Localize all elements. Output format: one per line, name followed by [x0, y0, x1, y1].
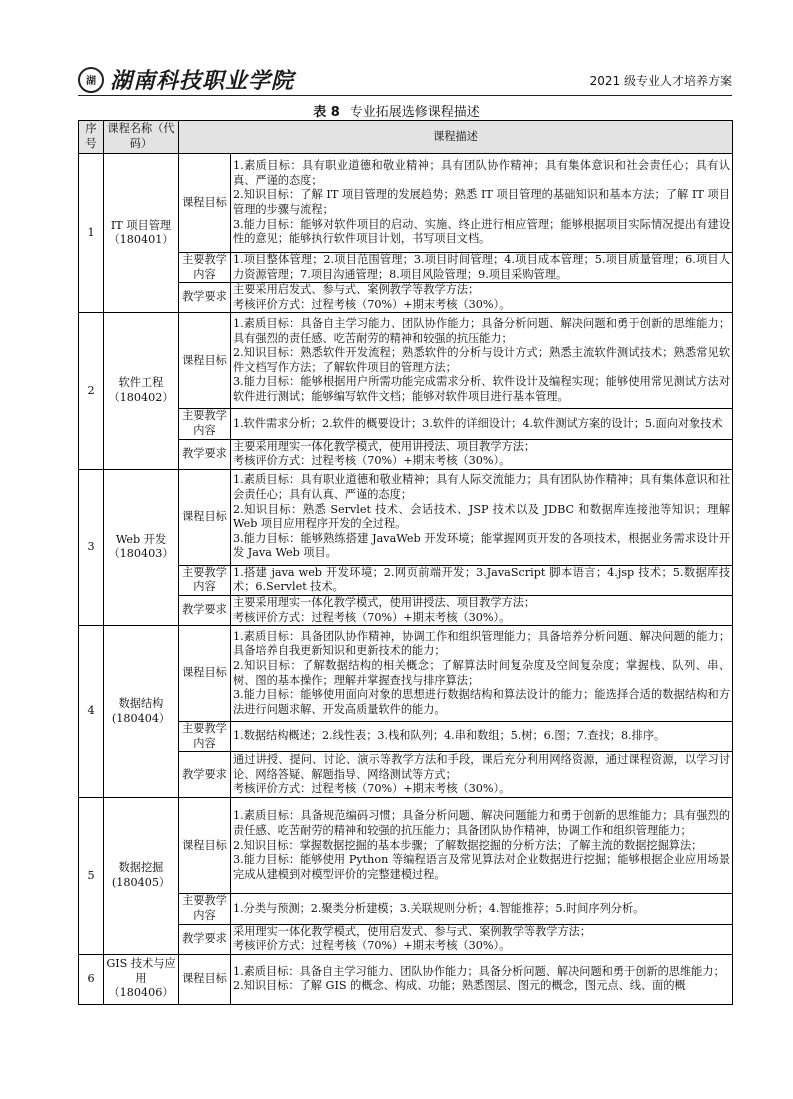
course-row-2-goal: [79, 313, 733, 409]
table-header-row: [79, 121, 733, 154]
col-header-desc: 课程描述: [179, 121, 733, 154]
row-desc-content: 1.软件需求分析；2.软件的概要设计；3.软件的详细设计；4.软件测试方案的设计；5.面向对象技术: [231, 409, 733, 439]
row-label-goal: 课程目标: [179, 626, 231, 722]
row-label-content: 主要教学内容: [179, 565, 231, 595]
col-header-name: 课程名称（代码）: [104, 121, 179, 154]
course-name: [104, 798, 179, 954]
row-desc-req: 主要采用理实一体化教学模式，使用讲授法、项目教学方法； 考核评价方式：过程考核（70%）+期末考核（30%）。: [231, 439, 733, 469]
course-title: GIS 技术与应用: [106, 957, 176, 985]
course-name: [104, 469, 179, 625]
course-code: (180405）: [111, 876, 171, 889]
course-title: 数据结构: [118, 697, 164, 711]
row-desc-req: 主要采用理实一体化教学模式，使用讲授法、项目教学方法； 考核评价方式：过程考核（70%）+期末考核（30%）。: [231, 595, 733, 625]
course-title: 数据挖掘: [118, 861, 164, 875]
course-number: 3: [79, 469, 104, 625]
school-logo: [78, 64, 294, 95]
course-row-1-goal: [79, 154, 733, 253]
course-row-4-goal: [79, 626, 733, 722]
course-number: 5: [79, 798, 104, 954]
school-seal-icon: 湖: [78, 67, 104, 93]
table-body: [79, 154, 733, 1005]
row-desc-goal: 1.素质目标：具备规范编码习惯；具备分析问题、解决问题能力和勇于创新的思维能力；具有强烈的责任感、吃苦耐劳的精神和较强的抗压能力；具备团队协作精神，协调工作和组织管理能力； 2.知识目标：掌握数据挖掘的基本步骤；了解数据挖掘的分析方法；了解主流的数据挖掘算法； 3.能力目标：能够使用 Python 等编程语言及常见算法对企业数据进行挖掘；能够根据企业应用场景完成从建模到对模型评价的完整建模过程。: [231, 798, 733, 894]
row-desc-content: 1.数据结构概述；2.线性表；3.栈和队列；4.串和数组；5.树；6.图；7.查找；8.排序。: [231, 722, 733, 752]
course-code: （180406）: [108, 986, 174, 1000]
row-desc-goal: 1.素质目标：具有职业道德和敬业精神；具有团队协作精神；具有集体意识和社会责任心；具有认真、严谨的态度； 2.知识目标：了解 IT 项目管理的发展趋势；熟悉 IT 项目管理的基础知识和基本方法；了解 IT 项目管理的步骤与流程； 3.能力目标：能够对软件项目的启动、实施、终止进行相应管理；能够根据项目实际情况提出有建设性的意见；能够执行软件项目计划，书写项目文档。: [231, 154, 733, 253]
row-label-req: 教学要求: [179, 439, 231, 469]
course-title: Web 开发: [115, 532, 167, 546]
school-name: 湖南科技职业学院: [110, 68, 295, 94]
table-number: 表 8: [313, 105, 340, 120]
row-desc-goal: 1.素质目标：具有职业道德和敬业精神；具有人际交流能力；具有团队协作精神；具有集体意识和社会责任心；具有认真、严谨的态度； 2.知识目标：熟悉 Servlet 技术、会话技术、JSP 技术以及 JDBC 和数据库连接池等知识；理解 Web 项目应用程序开发的全过程。 3.能力目标：能够熟练搭建 JavaWeb 开发环境；能掌握网页开发的各项技术，根据业务需求设计开发 Java Web 项目。: [231, 469, 733, 565]
course-name: [104, 626, 179, 798]
row-label-content: 主要教学内容: [179, 722, 231, 752]
row-label-content: 主要教学内容: [179, 409, 231, 439]
row-label-req: 教学要求: [179, 283, 231, 313]
course-title: 软件工程: [118, 376, 164, 390]
course-number: 6: [79, 954, 104, 1004]
row-desc-content: 1.搭建 java web 开发环境；2.网页前端开发；3.JavaScript 脚本语言；4.jsp 技术；5.数据库技术；6.Servlet 技术。: [231, 565, 733, 595]
table-title-text: 专业拓展选修课程描述: [349, 105, 480, 120]
row-label-goal: 课程目标: [179, 954, 231, 1004]
row-label-req: 教学要求: [179, 924, 231, 954]
course-title: IT 项目管理: [110, 218, 172, 232]
table-caption: [0, 101, 793, 120]
row-desc-goal: 1.素质目标：具备自主学习能力、团队协作能力；具备分析问题、解决问题和勇于创新的思维能力； 2.知识目标：了解 GIS 的概念、构成、功能；熟悉图层、图元的概念，图元点、线、面的概: [231, 954, 733, 1004]
row-desc-req: 采用理实一体化教学模式，使用启发式、参与式、案例教学等教学方法； 考核评价方式：过程考核（70%）+期末考核（30%）。: [231, 924, 733, 954]
course-row-3-goal: [79, 469, 733, 565]
plan-title: 2021 级专业人才培养方案: [589, 74, 732, 88]
row-label-content: 主要教学内容: [179, 253, 231, 283]
row-desc-goal: 1.素质目标：具备自主学习能力、团队协作能力；具备分析问题、解决问题和勇于创新的思维能力；具有强烈的责任感、吃苦耐劳的精神和较强的抗压能力； 2.知识目标：熟悉软件开发流程；熟悉软件的分析与设计方式；熟悉主流软件测试技术；熟悉常见软件文档写作方法；了解软件项目的管理方法； 3.能力目标：能够根据用户所需功能完成需求分析、软件设计及编程实现；能够使用常见测试方法对软件进行测试；能够编写软件文档；能够对软件项目进行基本管理。: [231, 313, 733, 409]
row-desc-goal: 1.素质目标：具备团队协作精神，协调工作和组织管理能力；具备培养分析问题、解决问题的能力；具备培养自我更新知识和更新技术的能力； 2.知识目标：了解数据结构的相关概念；了解算法时间复杂度及空间复杂度；掌握栈、队列、串、树、图的基本操作；理解并掌握查找与排序算法； 3.能力目标：能够使用面向对象的思想进行数据结构和算法设计的能力；能选择合适的数据结构和方法进行问题求解、开发高质量软件的能力。: [231, 626, 733, 722]
row-label-goal: 课程目标: [179, 154, 231, 253]
course-code: （180401）: [108, 233, 174, 247]
row-desc-content: 1.项目整体管理；2.项目范围管理；3.项目时间管理；4.项目成本管理；5.项目质量管理；6.项目人力资源管理；7.项目沟通管理；8.项目风险管理；9.项目采购管理。: [231, 253, 733, 283]
col-header-no: 序号: [79, 121, 104, 154]
row-label-goal: 课程目标: [179, 469, 231, 565]
page-header: [78, 64, 732, 94]
course-number: 4: [79, 626, 104, 798]
course-number: 1: [79, 154, 104, 313]
course-code: （180403）: [108, 547, 174, 561]
row-label-req: 教学要求: [179, 752, 231, 798]
course-row-5-goal: [79, 798, 733, 894]
course-number: 2: [79, 313, 104, 469]
row-label-req: 教学要求: [179, 595, 231, 625]
course-row-6-goal: [79, 954, 733, 1004]
row-desc-content: 1.分类与预测；2.聚类分析建模；3.关联规则分析；4.智能推荐；5.时间序列分析。: [231, 894, 733, 924]
course-name: [104, 313, 179, 469]
row-label-goal: 课程目标: [179, 798, 231, 894]
course-code: （180402）: [108, 391, 174, 405]
header-divider: [78, 95, 732, 96]
course-name: [104, 954, 179, 1004]
course-name: [104, 154, 179, 313]
course-code: (180404）: [111, 711, 171, 725]
row-desc-req: 通过讲授、提问、讨论、演示等教学方法和手段，课后充分利用网络资源，通过课程资源，以学习讨论、网络答疑、解题指导、网络测试等方式； 考核评价方式：过程考核（70%）+期末考核（30%）。: [231, 752, 733, 798]
row-desc-req: 主要采用启发式、参与式、案例教学等教学方法； 考核评价方式：过程考核（70%）+期末考核（30%）。: [231, 283, 733, 313]
row-label-content: 主要教学内容: [179, 894, 231, 924]
row-label-goal: 课程目标: [179, 313, 231, 409]
course-table: [78, 120, 733, 1005]
